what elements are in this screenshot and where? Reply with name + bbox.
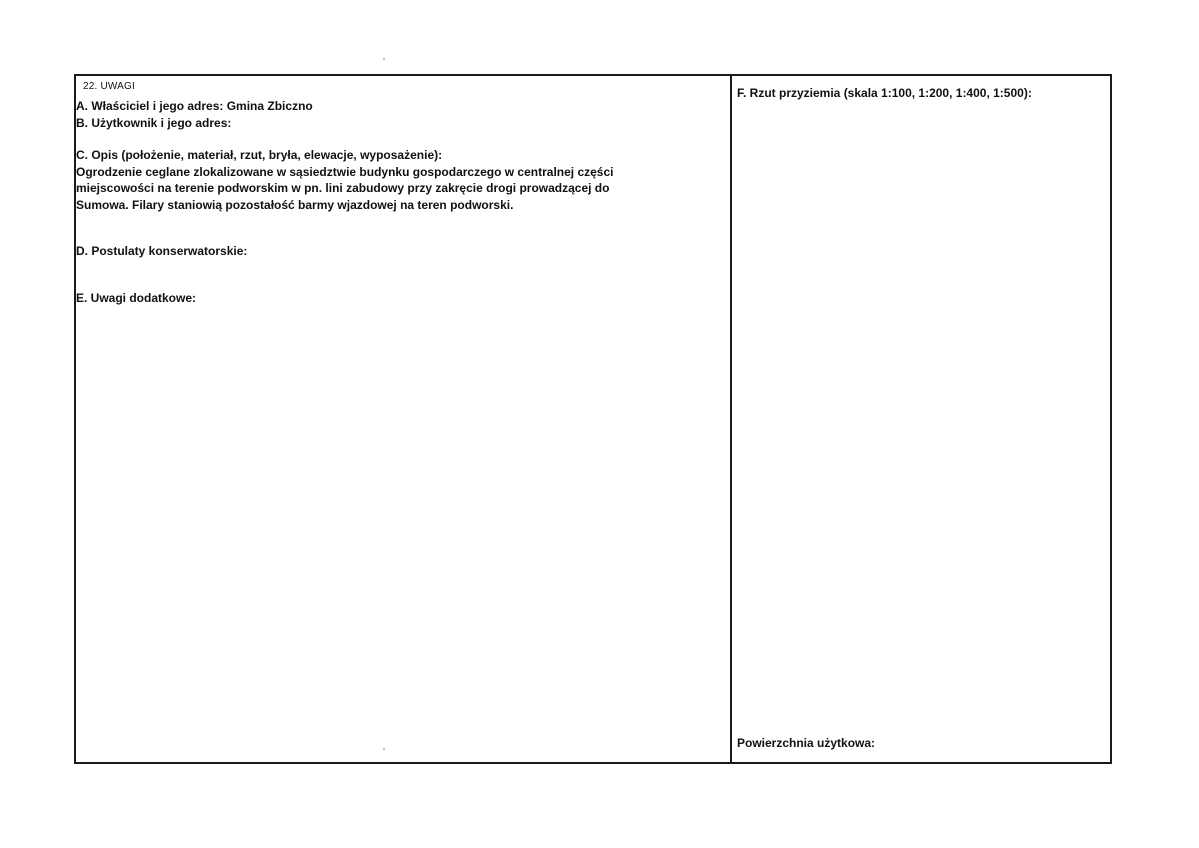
user-line: B. Użytkownik i jego adres: (76, 115, 232, 130)
section-label: 22. UWAGI (83, 81, 135, 92)
description-heading: C. Opis (położenie, materiał, rzut, bryła, elewacje, wyposażenie): (76, 148, 443, 162)
remarks-section (76, 76, 732, 762)
floor-plan-section (732, 76, 1110, 762)
floor-plan-title: F. Rzut przyziemia (skala 1:100, 1:200, 1:400, 1:500): (737, 86, 1032, 100)
description-line: Sumowa. Filary staniowią pozostałość barmy wjazdowej na teren podworski. (76, 197, 514, 212)
additional-remarks: E. Uwagi dodatkowe: (76, 290, 197, 305)
spacer (76, 213, 721, 243)
heritage-record-form (74, 74, 1112, 764)
spacer (76, 131, 721, 147)
scan-speck (383, 58, 385, 60)
owner-line: A. Właściciel i jego adres: Gmina Zbiczno (76, 99, 313, 113)
spacer (76, 260, 721, 290)
remarks-text (76, 98, 721, 306)
usable-area-label: Powierzchnia użytkowa: (737, 736, 876, 750)
conservation-postulates: D. Postulaty konserwatorskie: (76, 244, 248, 258)
description-line: Ogrodzenie ceglane zlokalizowane w sąsiedztwie budynku gospodarczego w centralnej części (76, 164, 614, 179)
description-line: miejscowości na terenie podworskim w pn. lini zabudowy przy zakręcie drogi prowadzącej do (76, 181, 610, 195)
